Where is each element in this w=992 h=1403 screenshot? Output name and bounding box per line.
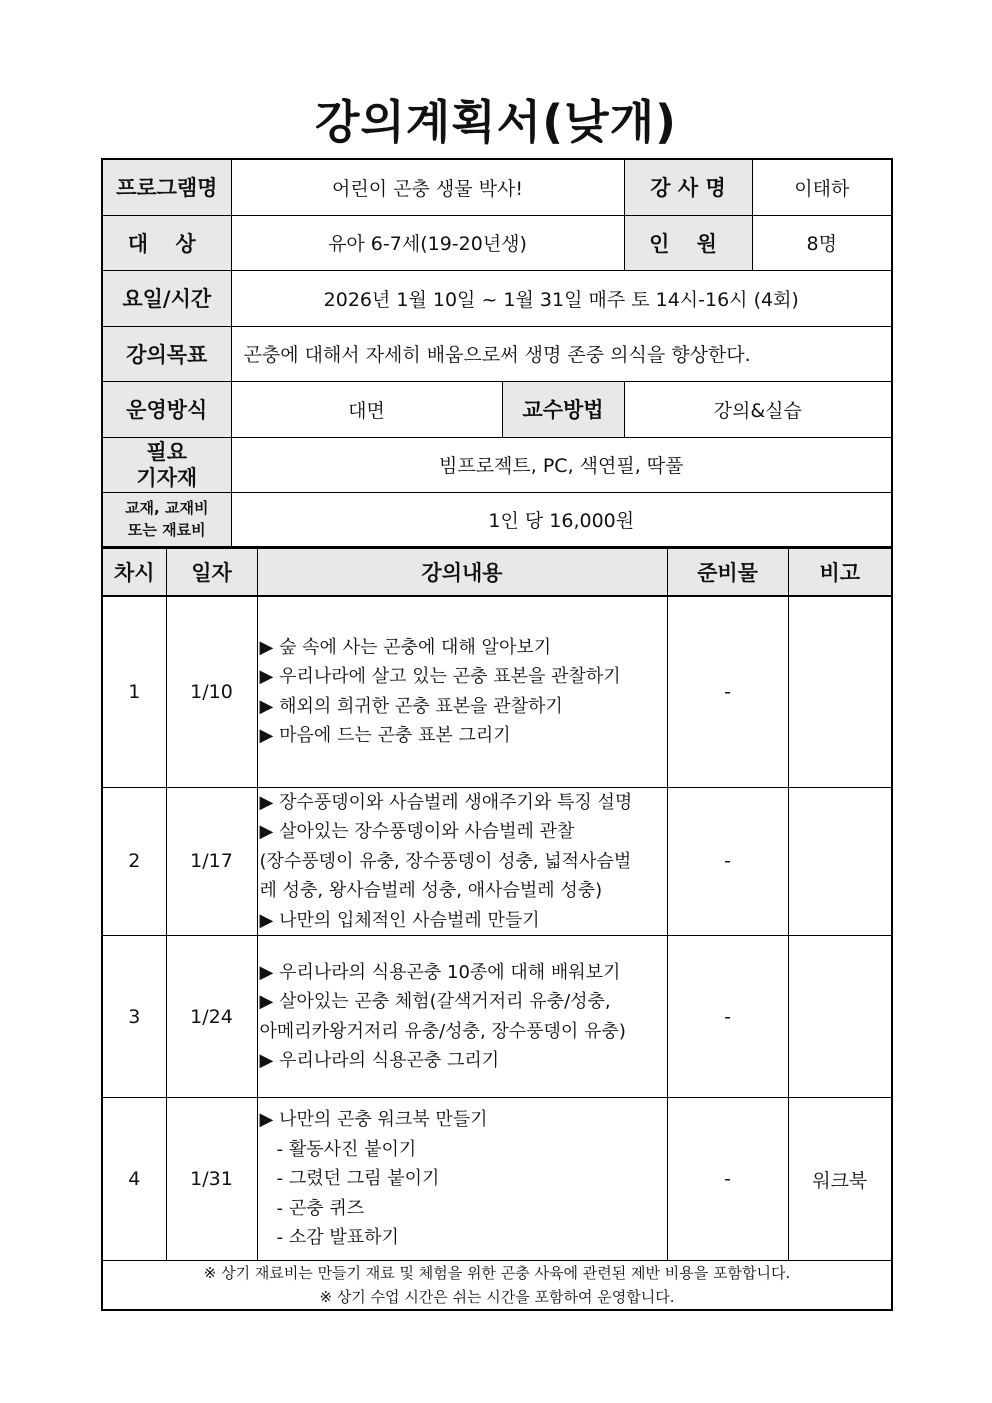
- session-prep: -: [667, 787, 788, 936]
- session-note: 워크북: [788, 1098, 892, 1261]
- instructor-value: 이태하: [752, 159, 892, 215]
- content-line: ▶ 장수풍뎅이와 사슴벌레 생애주기와 특징 설명: [259, 791, 633, 813]
- header-content: 강의내용: [257, 548, 667, 596]
- content-line: ▶ 숲 속에 사는 곤충에 대해 알아보기: [259, 636, 552, 658]
- session-number: 2: [102, 787, 166, 936]
- table-row: [102, 936, 892, 1098]
- session-prep: -: [667, 1098, 788, 1261]
- headcount-label: 인 원: [624, 215, 752, 270]
- session-date: 1/31: [166, 1098, 257, 1261]
- target-label: 대 상: [102, 215, 231, 270]
- schedule-value: 2026년 1월 10일 ~ 1월 31일 매주 토 14시-16시 (4회): [231, 270, 892, 326]
- session-note: [788, 936, 892, 1098]
- equipment-label-line-1: 필요: [146, 439, 188, 464]
- document-title: 강의계획서(낮개): [314, 95, 678, 149]
- content-line: (장수풍뎅이 유충, 장수풍뎅이 성충, 넓적사슴벌: [259, 850, 632, 872]
- equipment-value: 빔프로젝트, PC, 색연필, 딱풀: [231, 437, 892, 492]
- mode-label: 운영방식: [102, 381, 231, 437]
- header-note: 비고: [788, 548, 892, 596]
- content-line: ▶ 살아있는 곤충 체험(갈색거저리 유충/성충,: [259, 991, 611, 1012]
- session-number: 4: [102, 1098, 166, 1261]
- equipment-label-line-2: 기자재: [136, 465, 198, 490]
- session-date: 1/17: [166, 787, 257, 936]
- target-value: 유아 6-7세(19-20년생): [231, 215, 624, 270]
- table-row: [102, 787, 892, 936]
- content-line: ▶ 살아있는 장수풍뎅이와 사슴벌레 관찰: [259, 821, 575, 842]
- footnote-row: [102, 1261, 892, 1311]
- header-session: 차시: [102, 548, 166, 596]
- footnote-line-1: ※ 상기 재료비는 만들기 재료 및 체험을 위한 곤충 사육에 관련된 제반 비용을 포함합니다.: [203, 1264, 791, 1282]
- content-line: ▶ 우리나라의 식용곤충 10종에 대해 배워보기: [259, 961, 621, 983]
- headcount-value: 8명: [752, 215, 892, 270]
- equipment-label: [102, 437, 231, 492]
- content-line: - 소감 발표하기: [259, 1227, 399, 1249]
- content-line: - 그렸던 그림 붙이기: [259, 1168, 440, 1190]
- program-value: 어린이 곤충 생물 박사!: [231, 159, 624, 215]
- table-row: [102, 596, 892, 787]
- table-row: [102, 1098, 892, 1261]
- content-line: ▶ 마음에 드는 곤충 표본 그리기: [259, 725, 511, 747]
- header-date: 일자: [166, 548, 257, 596]
- session-date: 1/24: [166, 936, 257, 1098]
- session-content: [257, 1098, 667, 1261]
- content-line: ▶ 나만의 입체적인 사슴벌레 만들기: [259, 909, 540, 931]
- method-label: 교수방법: [502, 381, 624, 437]
- schedule-table: [101, 547, 893, 1311]
- info-table: [101, 158, 893, 548]
- content-line: ▶ 우리나라의 식용곤충 그리기: [259, 1050, 500, 1071]
- content-line: ▶ 해외의 희귀한 곤충 표본을 관찰하기: [259, 695, 563, 717]
- goal-value: 곤충에 대해서 자세히 배움으로써 생명 존중 의식을 향상한다.: [231, 326, 892, 381]
- content-line: - 활동사진 붙이기: [259, 1138, 417, 1160]
- session-number: 1: [102, 596, 166, 787]
- material-label: [102, 492, 231, 547]
- method-value: 강의&실습: [624, 381, 892, 437]
- mode-value: 대면: [231, 381, 502, 437]
- content-line: 레 성충, 왕사슴벌레 성충, 애사슴벌레 성충): [259, 880, 603, 901]
- goal-label: 강의목표: [102, 326, 231, 381]
- session-prep: -: [667, 936, 788, 1098]
- session-note: [788, 596, 892, 787]
- session-number: 3: [102, 936, 166, 1098]
- content-line: ▶ 나만의 곤충 워크북 만들기: [259, 1109, 488, 1131]
- content-line: ▶ 우리나라에 살고 있는 곤충 표본을 관찰하기: [259, 666, 621, 688]
- material-label-line-1: 교재, 교재비: [125, 499, 209, 518]
- material-label-line-2: 또는 재료비: [127, 521, 206, 540]
- content-line: 아메리카왕거저리 유충/성충, 장수풍뎅이 유충): [259, 1020, 626, 1042]
- program-label: 프로그램명: [102, 159, 231, 215]
- session-content: [257, 787, 667, 936]
- instructor-label: 강 사 명: [624, 159, 752, 215]
- session-content: [257, 936, 667, 1098]
- session-date: 1/10: [166, 596, 257, 787]
- schedule-label: 요일/시간: [102, 270, 231, 326]
- footnote-line-2: ※ 상기 수업 시간은 쉬는 시간을 포함하여 운영합니다.: [319, 1288, 675, 1306]
- header-prep: 준비물: [667, 548, 788, 596]
- material-value: 1인 당 16,000원: [231, 492, 892, 547]
- session-note: [788, 787, 892, 936]
- footnotes: [102, 1261, 892, 1311]
- content-line: - 곤충 퀴즈: [259, 1197, 365, 1219]
- session-prep: -: [667, 596, 788, 787]
- session-content: [257, 596, 667, 787]
